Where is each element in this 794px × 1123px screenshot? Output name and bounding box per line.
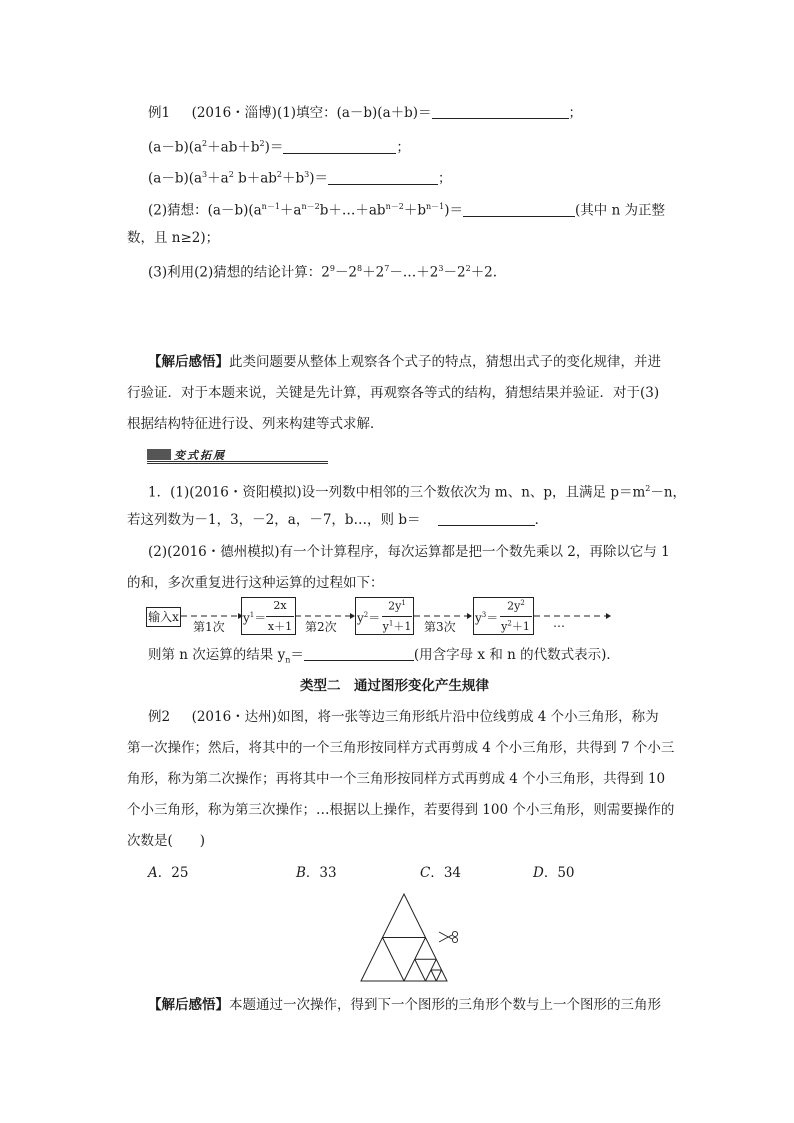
example-1-line-2: $(a-b)(a^2+ab+b^2)=$ ；	[148, 139, 410, 156]
option-b[interactable]: B．33	[296, 865, 337, 881]
example-label: 例1	[148, 105, 171, 121]
flow-result-box-2: $y^2=$ $2y^1$ $y^1+1$	[355, 597, 414, 635]
option-a[interactable]: A．25	[148, 865, 189, 881]
reflection-1-line-1: 【解后感悟】此类问题要从整体上观察各个式子的特点，猜想出式子的变化规律，并进	[148, 354, 661, 370]
flow-step-3-label: 第3次	[424, 620, 456, 634]
reflection-1-line-3: 根据结构特征进行设、列来构建等式求解．	[127, 416, 384, 432]
flow-step-1-label: 第1次	[193, 620, 225, 634]
extension-1-line-1: 1．(1)(2016・资阳模拟)设一列数中相邻的三个数依次为 m、n、p，且满足 $p=m^2-n$，	[148, 484, 687, 501]
option-d[interactable]: D．50	[533, 865, 575, 881]
flow-y3-var: $y^3=$	[475, 611, 499, 625]
flow-result-box-3: $y^3=$ $2y^2$ $y^2+1$	[473, 597, 534, 635]
flow-y1-var: $y^1=$	[243, 611, 267, 625]
reflection-2-line-1: 【解后感悟】本题通过一次操作，得到下一个图形的三角形个数与上一个图形的三角形	[148, 997, 661, 1013]
flow-input-box: 输入x	[146, 607, 181, 627]
section-bar-label: 变式拓展	[174, 449, 226, 462]
example-2-line-4: 个小三角形，称为第三次操作；…根据以上操作，若要得到 100 个小三角形，则需要操作的	[127, 802, 675, 818]
scissors-icon	[439, 931, 458, 942]
extension-1-line-2: 若这列数为－1，3，－2，a，－7，b…，则 b＝ ．	[127, 512, 549, 528]
extension-1-line-3: (2)(2016・德州模拟)有一个计算程序，每次运算都是把一个数先乘以 2，再除以它与 1	[148, 544, 670, 560]
example-1-line-6: (3)利用(2)猜想的结论计算：$2^9-2^8+2^7-\dots+2^3-2^2+2$.	[148, 264, 498, 281]
extension-1-line-5: 则第 n 次运算的结果 $y_n=$ (用含字母 x 和 n 的代数式表示)．	[148, 647, 620, 665]
example-1-line-5: 数，且 n≥2)；	[127, 230, 220, 246]
midline-left	[383, 938, 405, 982]
triangle-figure	[355, 890, 465, 985]
flow-y2-var: $y^2=$	[357, 611, 381, 625]
answer-blank[interactable]	[304, 646, 414, 661]
extension-1-line-4: 的和，多次重复进行这种运算的过程如下：	[127, 575, 384, 591]
option-c[interactable]: C．34	[420, 865, 462, 881]
example-2-line-5: 次数是( )	[127, 833, 206, 849]
example-1-line-4: (2)猜想：$(a-b)(a^{n-1}+a^{n-2}b+\dots+ab^{n-2}+b^{n-1})=$ (其中 n 为正整	[148, 202, 666, 219]
example-1-line-3: $(a-b)(a^3+a^2$ $b+ab^2+b^3)=$ ；	[148, 170, 452, 187]
flow-step-2-label: 第2次	[305, 620, 337, 634]
example-2-line-1: 例2 (2016・达州)如图，将一张等边三角形纸片沿中位线剪成 4 个小三角形，称为	[148, 709, 659, 725]
example-2-line-2: 第一次操作；然后，将其中的一个三角形按同样方式再剪成 4 个小三角形，共得到 7 个小三	[127, 740, 675, 756]
example-2-line-3: 角形，称为第二次操作；再将其中一个三角形按同样方式再剪成 4 个小三角形，共得到 10	[127, 771, 666, 787]
reflection-1-line-2: 行验证．对于本题来说，关键是先计算，再观察各等式的结构，猜想结果并验证．对于(3)	[127, 385, 660, 401]
flow-result-box-1: $y^1=$ 2x x＋1	[241, 597, 296, 635]
section-heading-type-2: 类型二 通过图形变化产生规律	[300, 678, 489, 694]
example-label: 例2	[148, 709, 171, 725]
flow-ellipsis: …	[553, 616, 565, 630]
example-1-line-1: 例1 (2016・淄博)(1)填空：(a－b)(a＋b)＝ ；	[148, 105, 583, 121]
